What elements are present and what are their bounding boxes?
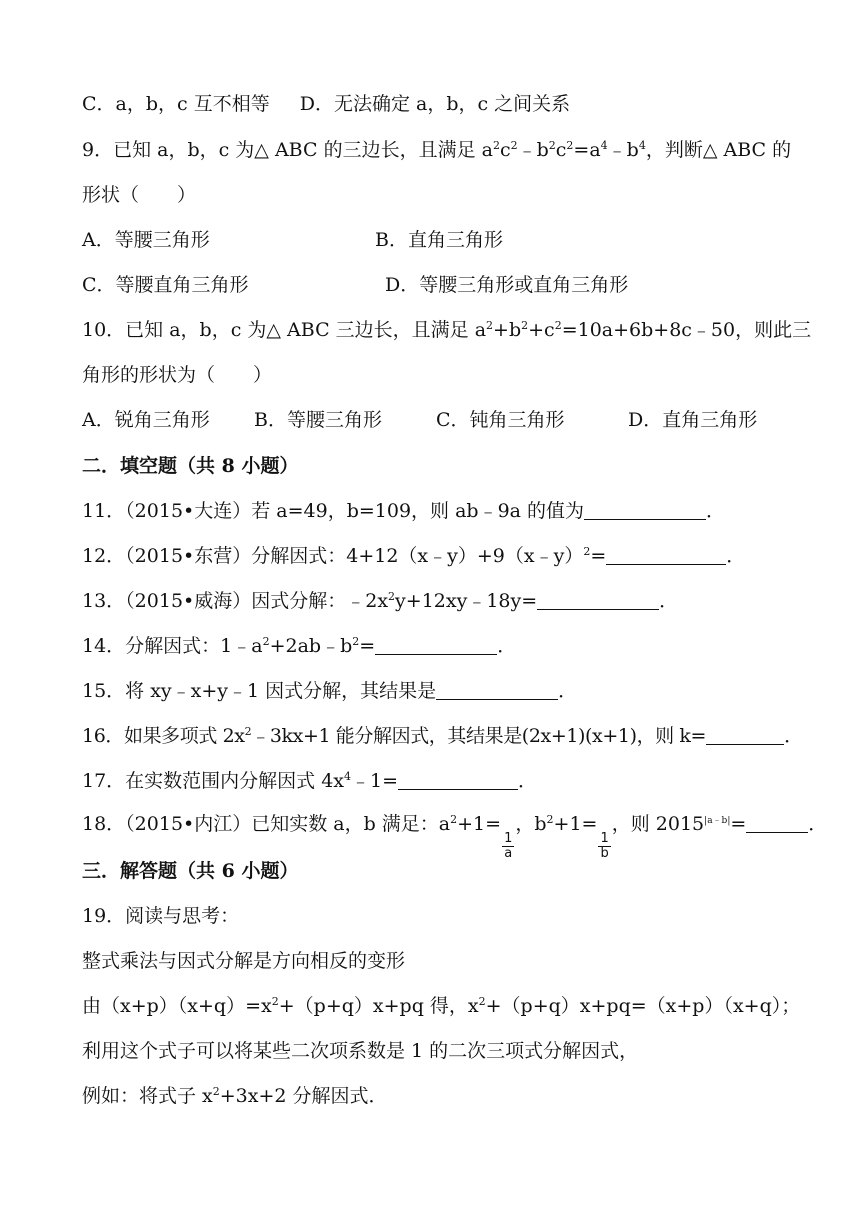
q18-answer-blank[interactable] [746, 814, 808, 833]
q9-stem-line2: 形状（ ） [82, 184, 197, 206]
q10-option-b: B．等腰三角形 [254, 409, 382, 431]
q10-option-c: C．钝角三角形 [436, 409, 565, 431]
section-fill-in-heading: 二．填空题（共 8 小题） [82, 455, 299, 477]
q15-answer-blank[interactable] [436, 681, 558, 700]
q15: 15．将 xy﹣x+y﹣1 因式分解，其结果是 ． [82, 680, 578, 702]
q12-answer-blank[interactable] [606, 546, 726, 565]
q8-options-cd [82, 91, 570, 117]
section-answer-heading: 三．解答题（共 6 小题） [82, 860, 299, 882]
q10-stem-line2: 角形的形状为（ ） [82, 364, 273, 386]
q9-option-c: C．等腰直角三角形 [82, 274, 249, 296]
q19-paragraph-4: 例如：将式子 $x^2+3x+2$ 分解因式． [82, 1085, 388, 1107]
q11-answer-blank[interactable] [584, 501, 706, 520]
q16: 16．如果多项式 $2x^2﹣3kx+1$ 能分解因式，其结果是(2x+1)(x+1)，则 k= ． [82, 725, 803, 747]
q19-title: 19．阅读与思考： [82, 905, 240, 927]
q19-paragraph-2: 由$(x+p)(x+q)=x^2+(p+q)x+pq$ 得，$x^2+(p+q)x+pq=(x+p)(x+q)$； [82, 995, 801, 1017]
q10-option-d: D．直角三角形 [628, 409, 758, 431]
q14-answer-blank[interactable] [375, 636, 497, 655]
q14: 14．分解因式：$1﹣a^2+2ab﹣b^2=$ ． [82, 635, 517, 657]
q18-fraction-1-over-b: $\frac{1}{b}$ [600, 831, 609, 861]
q9-option-d: D．等腰三角形或直角三角形 [385, 274, 629, 296]
q17-answer-blank[interactable] [398, 771, 518, 790]
q13: 13．（2015•威海）因式分解：$﹣2x^2y+12xy﹣18y=$ ． [82, 590, 679, 612]
q9-stem-line1: 9．已知 a，b，c 为△ ABC 的三边长，且满足 $a^2c^2﹣b^2c^2=a^4﹣b^4$，判断△ ABC 的 [82, 139, 792, 161]
q11: 11．（2015•大连）若 a=49，b=109，则 ab﹣9a 的值为 ． [82, 500, 726, 522]
q8-option-d: D．无法确定 a，b，c 之间关系 [299, 93, 571, 115]
q8-option-c: C．a，b，c 互不相等 [82, 93, 270, 115]
q17: 17．在实数范围内分解因式 $4x^4﹣1=$ ． [82, 770, 538, 792]
q10-option-a: A．锐角三角形 [82, 409, 210, 431]
q12: 12．（2015•东营）分解因式：4+12（x﹣y）+9（x﹣y）$^2$= ． [82, 545, 746, 567]
q19-paragraph-3: 利用这个式子可以将某些二次项系数是 1 的二次三项式分解因式， [82, 1040, 639, 1062]
q19-paragraph-1: 整式乘法与因式分解是方向相反的变形 [82, 950, 406, 972]
q9-option-b: B．直角三角形 [375, 229, 503, 251]
q9-option-a: A．等腰三角形 [82, 229, 210, 251]
q13-answer-blank[interactable] [537, 591, 659, 610]
q18: 18．（2015•内江）已知实数 a，b 满足：$a^2+1=$ $\frac{1}{a}$ ，$b^2+1=$ $\frac{1}{b}$ ，则 $2015^{|a﹣b|}=$ ． [82, 813, 828, 861]
q16-answer-blank[interactable] [706, 726, 784, 745]
q18-fraction-1-over-a: $\frac{1}{a}$ [504, 831, 513, 861]
q10-stem-line1: 10．已知 a，b，c 为△ ABC 三边长，且满足 $a^2+b^2+c^2=10a+6b+8c﹣50$，则此三 [82, 319, 812, 341]
